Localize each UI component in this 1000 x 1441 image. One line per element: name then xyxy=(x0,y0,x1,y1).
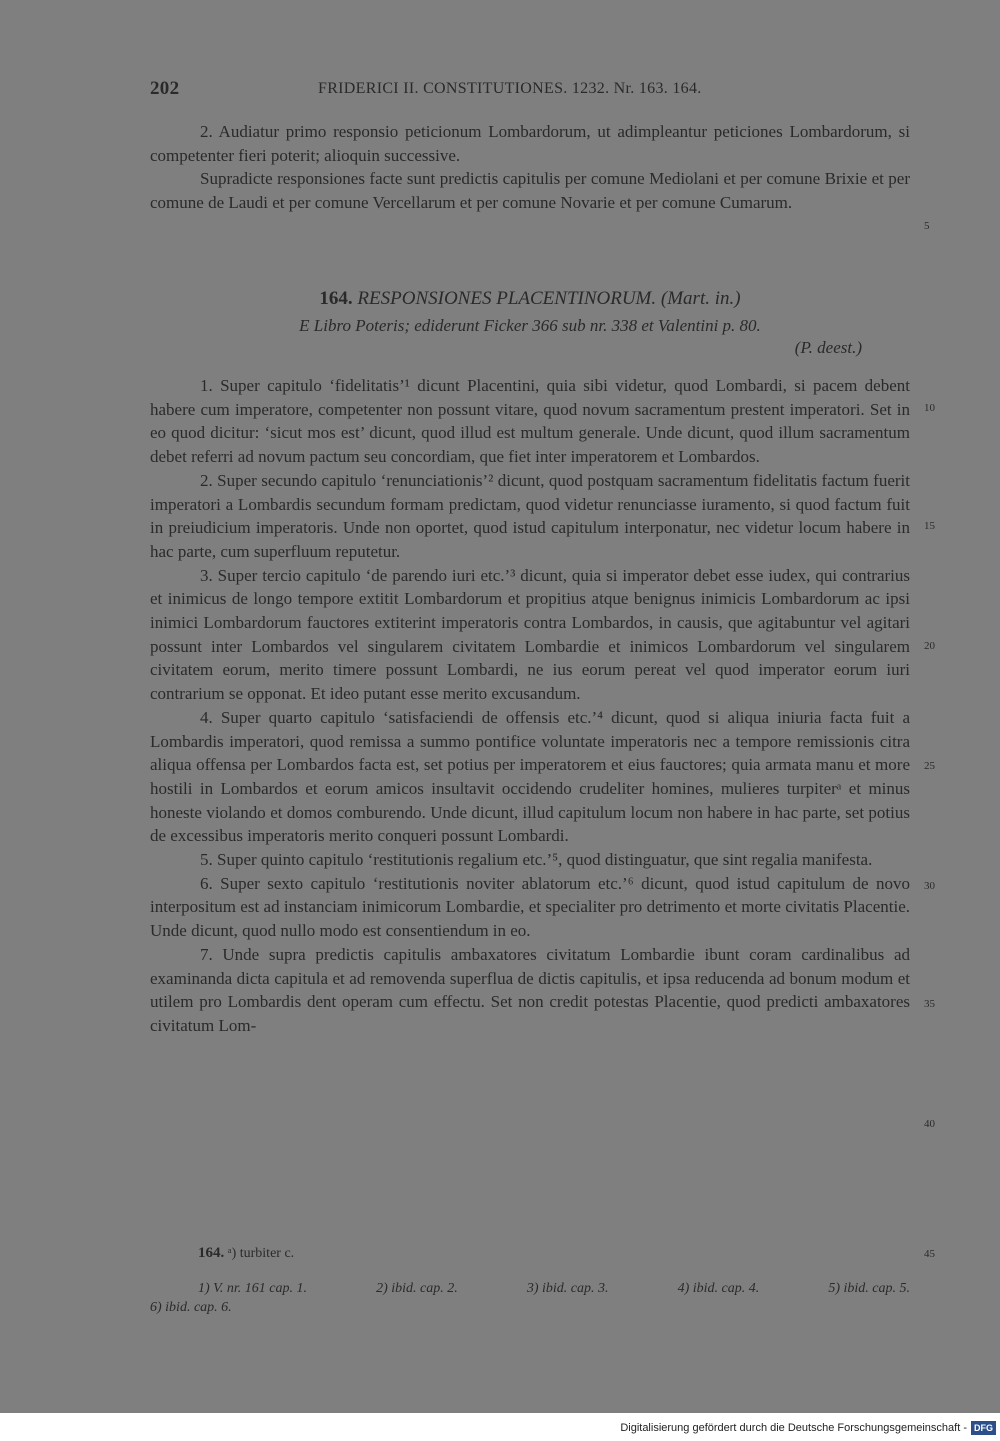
line-number: 20 xyxy=(924,640,935,652)
section-title xyxy=(150,286,910,312)
paragraph: Supradicte responsiones facte sunt predictis capitulis per comune Mediolani et per comune Brixie et per comune de Laudi et per comune Vercellarum et per comune Novarie et per comune Cumarum. xyxy=(150,169,910,213)
credit-text: Digitalisierung gefördert durch die Deutsche Forschungsgemeinschaft - xyxy=(620,1422,967,1434)
section-body xyxy=(150,374,910,1038)
page-number: 202 xyxy=(150,78,180,99)
line-number: 5 xyxy=(924,220,930,232)
footnote-ref: 2) ibid. cap. 2. xyxy=(376,1281,458,1296)
variant-footnote-number: 164. xyxy=(198,1245,225,1261)
line-number: 30 xyxy=(924,880,935,892)
running-title: FRIDERICI II. CONSTITUTIONES. 1232. Nr. 163. 164. xyxy=(318,80,702,97)
paragraph: 2. Super secundo capitulo ‘renunciationis’² dicunt, quod postquam sacramentum fidelitatis factum fuerit imperatori a Lombardis secundum formam predictam, quod videtur renunciasse iuramento, si quod factum fuit in preiudicium imperatoris. Unde non oportet, quod istud capitulum interponatur, nec videtur locum habere in hac parte, cum superfluum reputetur. xyxy=(150,470,910,561)
paragraph: 3. Super tercio capitulo ‘de parendo iuri etc.’³ dicunt, quia si imperator debet esse iudex, qui contrarius et inimicus de longo tempore extitit Lombardorum et propitius atque benignus inimicis Lombardorum ac ipsi inimici Lombardorum fauctores extiterint imperatoris contra Lombardos, in causis, que agitabuntur vel agitari possunt inter Lombardos vel singularem civitatem Lombardie et inimicos Lombardorum vel singularem civitatem eorum, merito timere possunt Lombardi, ne ius eorum pereat vel quod imperator eorum iuri contrarium se opponat. Et ideo putant esse merito excusandum. xyxy=(150,565,910,704)
edition-line: E Libro Poteris; ediderunt Ficker 366 sub nr. 338 et Valentini p. 80. xyxy=(299,316,761,335)
paragraph: 6. Super sexto capitulo ‘restitutionis noviter ablatorum etc.’⁶ dicunt, quod istud capitulum de novo interpositum est ad instanciam inimicorum Lombardie, et specialiter pro detrimento et morte civitatis Placentie. Unde dicunt, quod nullo modo est consentiendum in eo. xyxy=(150,873,910,941)
page-header xyxy=(150,78,910,100)
footnote-ref: 1) V. nr. 161 cap. 1. xyxy=(198,1281,308,1296)
footnote-ref: 4) ibid. cap. 4. xyxy=(677,1281,760,1296)
variant-footnote xyxy=(198,1245,294,1262)
line-number: 25 xyxy=(924,760,935,772)
previous-section-end xyxy=(150,120,910,215)
line-number: 40 xyxy=(924,1118,935,1130)
edition-line-2: (P. deest.) xyxy=(794,338,862,357)
line-number: 35 xyxy=(924,998,935,1010)
line-number: 45 xyxy=(924,1248,935,1260)
section-source-note: (Mart. in.) xyxy=(660,288,741,309)
footnote-ref: 6) ibid. cap. 6. xyxy=(150,1300,232,1315)
paragraph: 5. Super quinto capitulo ‘restitutionis regalium etc.’⁵, quod distinguatur, que sint regalia manifesta. xyxy=(200,850,873,870)
line-number: 15 xyxy=(924,520,935,532)
variant-footnote-text: ᵃ) turbiter c. xyxy=(227,1246,295,1261)
paragraph: 4. Super quarto capitulo ‘satisfaciendi de offensis etc.’⁴ dicunt, quod si aliqua iniuria facta fuit a Lombardis imperatori, quod remissa a summo pontifice voluntate imperatoris nec a tempore remissionis citra aliqua offensa per Lombardos facta est, set potius per imperatorem et eius fauctores; quia armata manu et more hostili in Lombardos et eorum amicos insultavit occidendo crudeliter homines, mulieres turpiterᵃ et minus honeste violando et domos comburendo. Unde dicunt, illud capitulum locum non habere in hac parte, set potius de excessibus imperatoris merito conqueri possunt Lombardi. xyxy=(150,707,910,846)
section-number: 164. xyxy=(319,288,353,309)
line-number: 10 xyxy=(924,402,935,414)
digitization-credit xyxy=(620,1419,996,1437)
paragraph: 2. Audiatur primo responsio peticionum Lombardorum, ut adimpleantur peticiones Lombardorum, si competenter fieri poterit; alioquin successive. xyxy=(150,122,910,165)
footnote-ref: 3) ibid. cap. 3. xyxy=(526,1281,609,1296)
paragraph: 1. Super capitulo ‘fidelitatis’¹ dicunt Placentini, quia sibi videtur, quod Lombardi, si pacem debent habere cum imperatore, competenter non possunt vitare, quod novum sacramentum prestent imperatori. Set in eo quod dicitur: ‘sicut mos est’ dicunt, quod illud est multum generale. Unde dicunt, quod illum sacramentum debet referri ad novum pactum seu concordiam, que fiet inter imperatorem et Lombardos. xyxy=(150,376,910,467)
paragraph: 7. Unde supra predictis capitulis ambaxatores civitatum Lombardie ibunt coram cardinalibus ad examinanda dicta capitula et ad removenda superflua de dictis capitulis, et ipsa reducenda ad bonum modum et utilem pro Lombardis dent operam cum effectu. Set non credit potestas Placentie, quod predicti ambaxatores civitatum Lom- xyxy=(150,944,910,1035)
reference-footnotes xyxy=(198,1278,910,1299)
footnote-ref: 5) ibid. cap. 5. xyxy=(828,1281,910,1296)
dfg-logo-icon: DFG xyxy=(971,1421,996,1435)
section-heading: RESPONSIONES PLACENTINORUM. xyxy=(357,288,657,309)
